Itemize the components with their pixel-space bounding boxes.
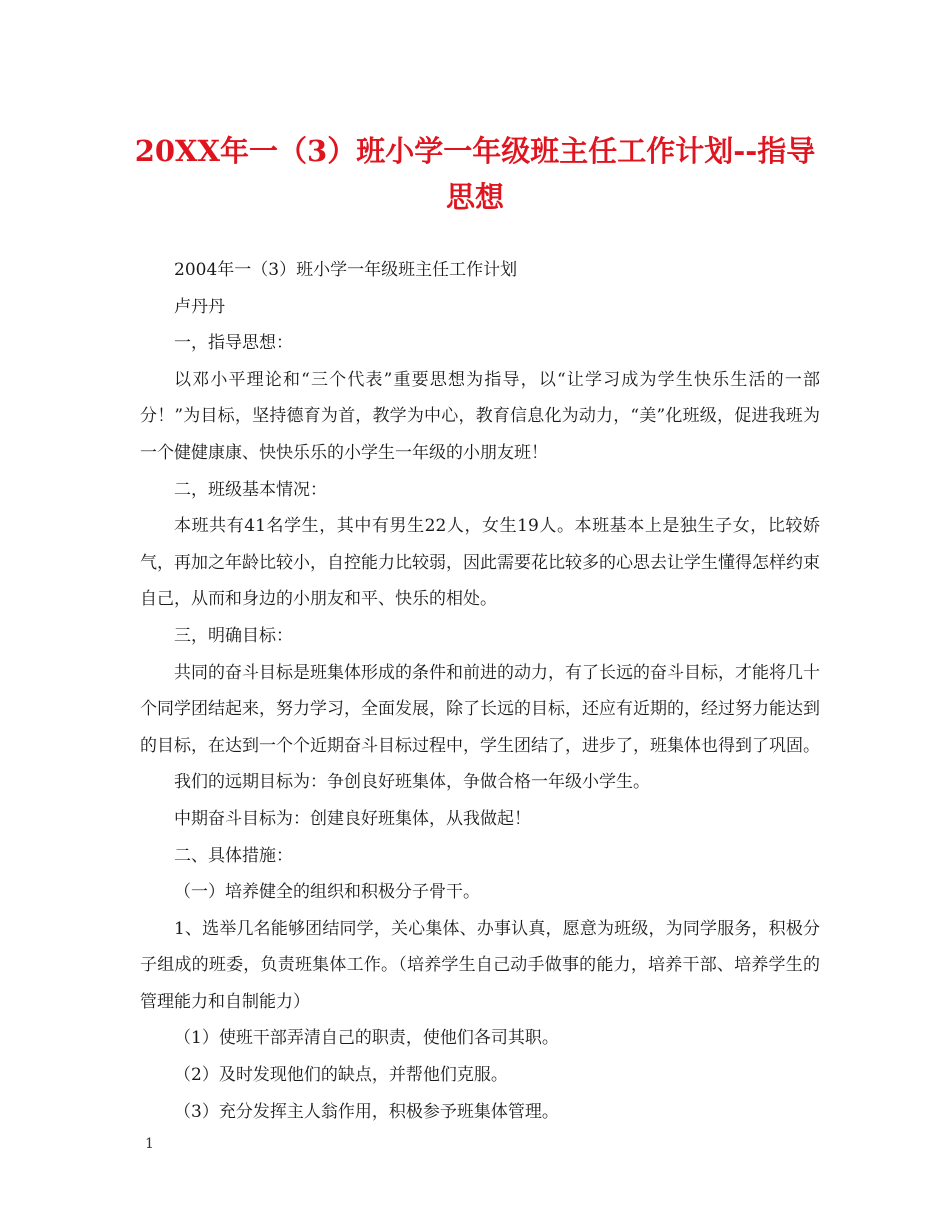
- section-heading-measures: 二、具体措施：: [174, 845, 293, 866]
- list-item-duties: （1）使班干部弄清自己的职责，使他们各司其职。: [174, 1028, 559, 1049]
- plan-heading-line: 2004年一（3）班小学一年级班主任工作计划: [174, 260, 518, 280]
- section-heading-goals: 三，明确目标：: [174, 625, 293, 646]
- section-heading-guiding-thought: 一，指导思想：: [174, 333, 293, 354]
- paragraph-class-committee: 1、选举几名能够团结同学，关心集体、办事认真，愿意为班级，为同学服务，积极分子组成的班委，负责班集体工作。（培养学生自己动手做事的能力，培养干部、培养学生的管理能力和自制能力）: [140, 918, 820, 1012]
- subsection-heading-organization: （一）培养健全的组织和积极分子骨干。: [174, 882, 480, 903]
- page-number: 1: [145, 1136, 154, 1152]
- paragraph-long-term-goal: 我们的远期目标为：争创良好班集体，争做合格一年级小学生。: [174, 772, 650, 793]
- document-title: 20XX年一（3）班小学一年级班主任工作计划--指导思想: [134, 134, 816, 214]
- document-body: [140, 252, 820, 1130]
- paragraph-class-situation: 本班共有41名学生，其中有男生22人，女生19人。本班基本上是独生子女，比较娇气，再加之年龄比较小，自控能力比较弱，因此需要花比较多的心思去让学生懂得怎样约束自己，从而和身边的小朋友和平、快乐的相处。: [140, 516, 820, 610]
- list-item-shortcomings: （2）及时发现他们的缺点，并帮他们克服。: [174, 1065, 508, 1086]
- section-heading-class-situation: 二，班级基本情况：: [174, 479, 327, 500]
- author-name: 卢丹丹: [174, 296, 225, 317]
- list-item-ownership: （3）充分发挥主人翁作用，积极参予班集体管理。: [174, 1101, 559, 1122]
- paragraph-guiding-thought: 以邓小平理论和“三个代表”重要思想为指导，以“让学习成为学生快乐生活的一部分！”为目标，坚持德育为首，教学为中心，教育信息化为动力，“美”化班级，促进我班为一个健健康康、快快乐乐的小学生一年级的小朋友班！: [140, 369, 820, 463]
- paragraph-mid-term-goal: 中期奋斗目标为：创建良好班集体，从我做起！: [174, 808, 531, 829]
- paragraph-goals: 共同的奋斗目标是班集体形成的条件和前进的动力，有了长远的奋斗目标，才能将几十个同学团结起来，努力学习，全面发展，除了长远的目标，还应有近期的，经过努力能达到的目标，在达到一个个近期奋斗目标过程中，学生团结了，进步了，班集体也得到了巩固。: [140, 662, 820, 756]
